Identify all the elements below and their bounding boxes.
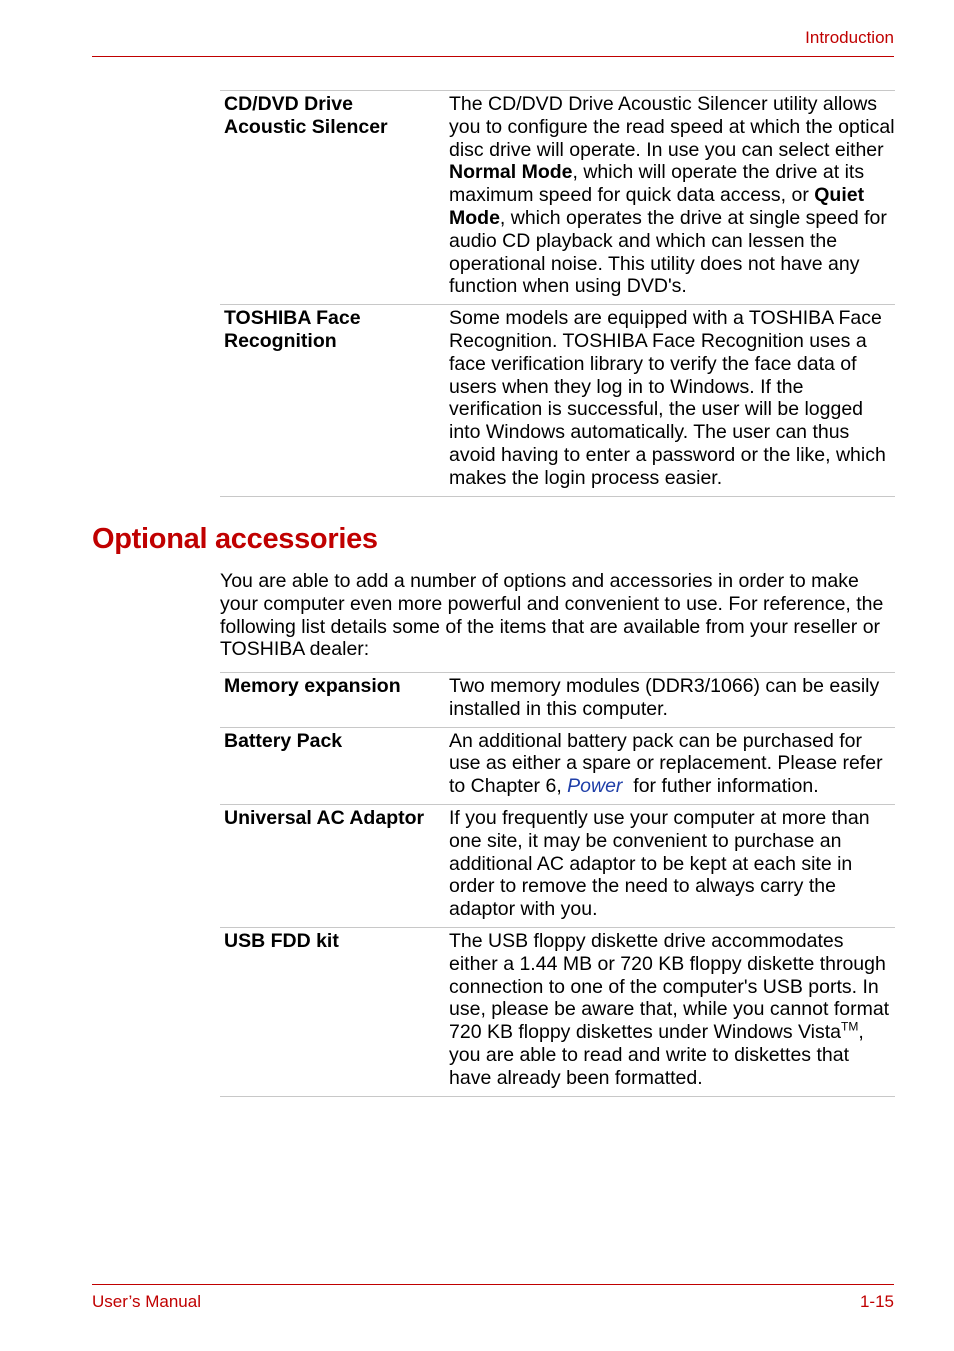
normal-mode-term: Normal Mode bbox=[449, 161, 573, 184]
desc-ac-adaptor: If you frequently use your computer at more than one site, it may be convenient to purchase an additional AC adaptor to be kept at each site in order to remove the need to always carry the adaptor with you. bbox=[449, 806, 870, 921]
table-row bbox=[220, 927, 895, 1096]
term-ac-adaptor: Universal AC Adaptor bbox=[224, 806, 425, 829]
running-header: Introduction bbox=[805, 28, 894, 47]
table-row bbox=[220, 305, 895, 496]
trademark-superscript: TM bbox=[841, 1019, 859, 1034]
quiet-mode-term: Quiet Mode bbox=[449, 184, 865, 229]
power-chapter-link[interactable]: Power bbox=[567, 775, 623, 798]
desc-memory-expansion: Two memory modules (DDR3/1066) can be easily installed in this computer. bbox=[449, 675, 880, 720]
desc-battery-pack: An additional battery pack can be purchased for use as either a spare or replacement. Please refer to Chapter 6, Power for futher information. bbox=[449, 729, 883, 798]
term-acoustic-silencer: CD/DVD Drive Acoustic Silencer bbox=[224, 93, 388, 138]
footer-manual-title: User’s Manual bbox=[92, 1292, 201, 1311]
term-memory-expansion: Memory expansion bbox=[224, 675, 401, 697]
section-intro: You are able to add a number of options and accessories in order to make your computer even more powerful and convenient to use. For reference, the following list details some of the items that are available from your reseller or TOSHIBA dealer: bbox=[220, 570, 884, 661]
term-battery-pack: Battery Pack bbox=[224, 729, 343, 752]
page-number: 1-15 bbox=[859, 1292, 894, 1311]
header-rule bbox=[92, 56, 894, 57]
table-row bbox=[220, 91, 895, 305]
footer-rule bbox=[92, 1284, 894, 1285]
table-row bbox=[220, 804, 895, 927]
desc-face-recognition: Some models are equipped with a TOSHIBA Face Recognition. TOSHIBA Face Recognition uses a face verification library to verify the face data of users when they log in to Windows. If the verification is successful, the user will be logged into Windows automatically. The user can thus avoid having to enter a password or the like, which makes the login process easier. bbox=[449, 307, 886, 489]
term-face-recognition: TOSHIBA Face Recognition bbox=[224, 307, 361, 352]
table-row bbox=[220, 727, 895, 804]
desc-acoustic-silencer: The CD/DVD Drive Acoustic Silencer utility allows you to configure the read speed at which the optical disc drive will operate. In use you can select either Normal Mode, which will operate the drive at its maximum speed for quick data access, or Quiet Mode, which operates the drive at single speed for audio CD playback and which can lessen the operational noise. This utility does not have any function when using DVD's. bbox=[449, 93, 895, 298]
table-row bbox=[220, 673, 895, 728]
term-usb-fdd-kit: USB FDD kit bbox=[224, 929, 339, 952]
desc-usb-fdd-kit: The USB floppy diskette drive accommodates either a 1.44 MB or 720 KB floppy diskette through connection to one of the computer's USB ports. In use, please be aware that, while you cannot format 720 KB floppy diskettes under Windows Vista™, you are able to read and write to diskettes that have already been formatted. bbox=[449, 929, 890, 1089]
accessories-table bbox=[220, 672, 895, 1097]
section-title: Optional accessories bbox=[92, 523, 378, 555]
utilities-table bbox=[220, 90, 895, 497]
